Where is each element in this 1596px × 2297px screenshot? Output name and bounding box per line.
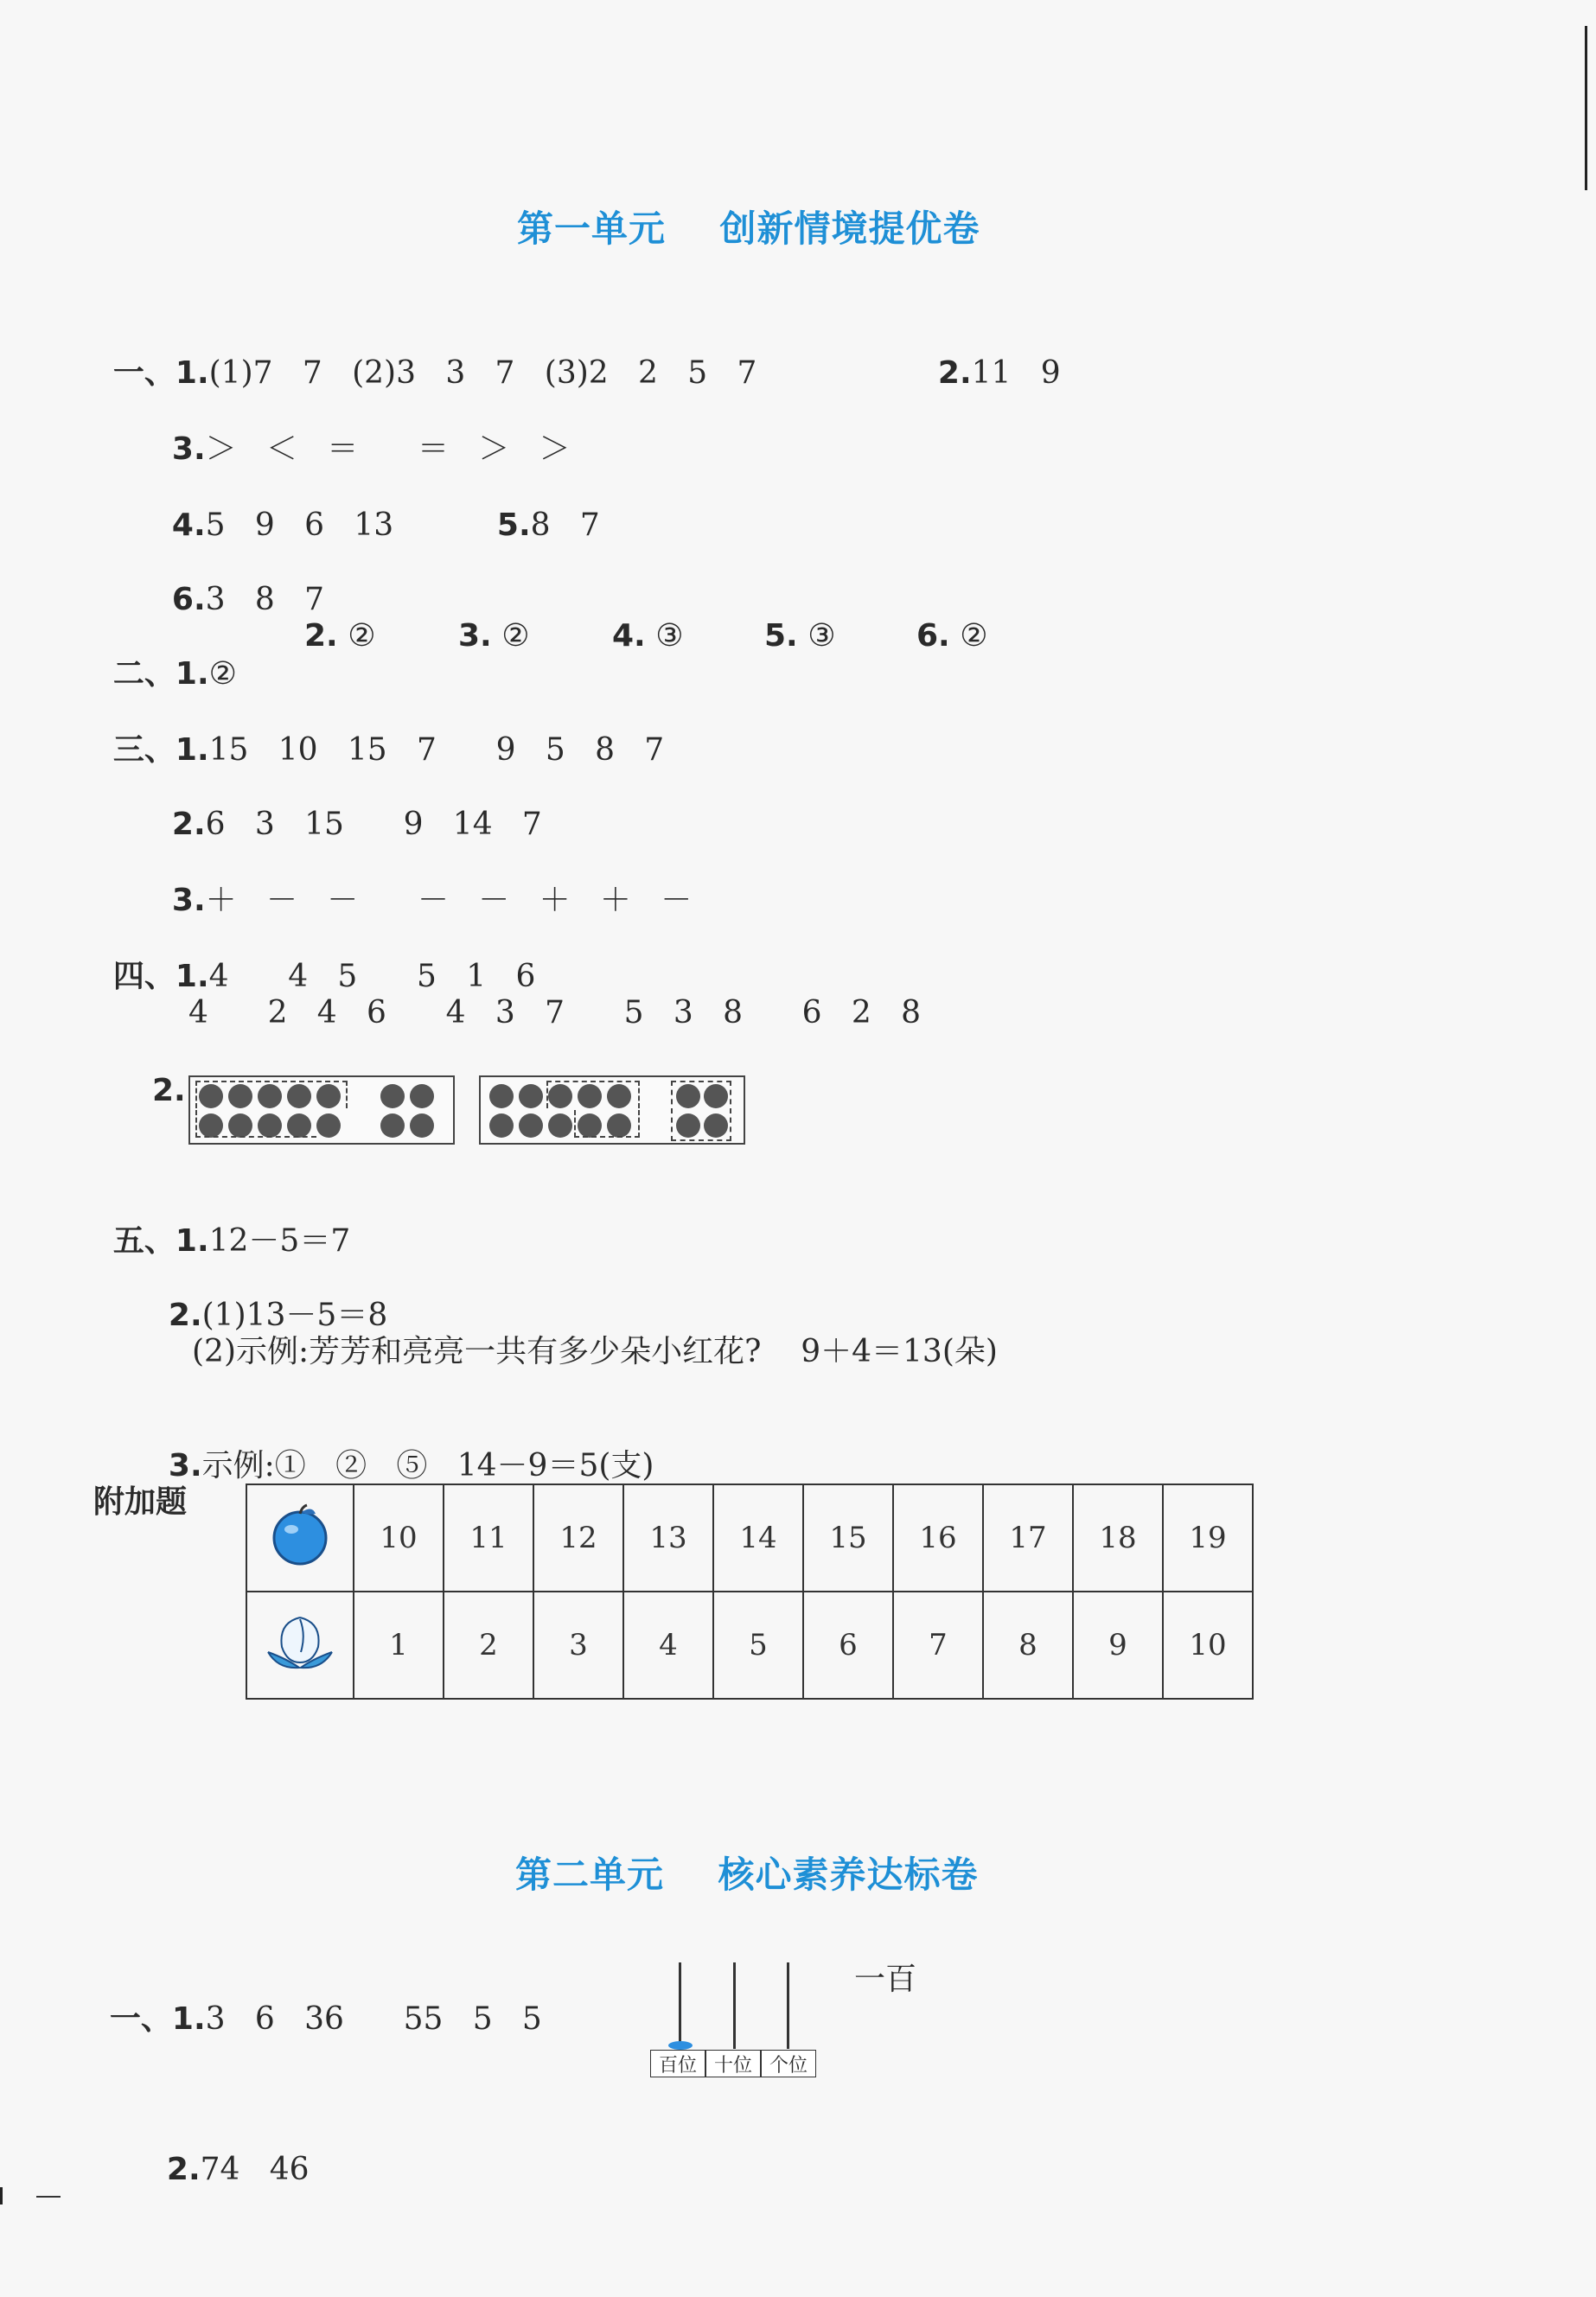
section-5-line-1 <box>93 1184 350 1260</box>
section-label: 三、1. <box>112 732 209 768</box>
item-number: 5. <box>764 618 798 654</box>
dot <box>380 1113 405 1138</box>
answer-text: 11 9 <box>971 355 1061 391</box>
item-number: 2. <box>168 1298 202 1333</box>
answer-text: 4 4 5 5 1 6 <box>208 959 536 994</box>
item-number: 2. <box>937 355 972 391</box>
section-5-line-3 <box>149 1409 654 1485</box>
answer-text: 3 6 36 55 5 5 <box>205 2001 542 2037</box>
section-2-item-3 <box>458 617 529 655</box>
item-number: 3. <box>171 431 206 467</box>
answer-text: 74 46 <box>200 2152 310 2187</box>
answer-text: ② <box>960 618 988 654</box>
item-number: 6. <box>171 582 206 617</box>
section-label: 一、1. <box>112 355 209 391</box>
table-cell: 6 <box>803 1592 893 1699</box>
answer-text: (1)13－5＝8 <box>201 1298 388 1333</box>
section-2-item-5 <box>764 617 835 655</box>
table-cell: 19 <box>1163 1484 1253 1592</box>
extra-question-table <box>246 1483 1254 1700</box>
section-2-line <box>93 617 237 693</box>
page-foot-dash <box>36 2196 61 2198</box>
dashed-group <box>195 1081 348 1108</box>
dot <box>410 1084 434 1108</box>
page-edge-mark <box>1585 26 1587 190</box>
answer-text: ③ <box>808 618 836 654</box>
item-2-line <box>918 316 1061 392</box>
page-foot-mark <box>0 2187 3 2204</box>
section-label: 五、1. <box>112 1223 209 1259</box>
answer-text: ② <box>208 656 237 692</box>
item-number: 3. <box>458 618 492 654</box>
table-cell: 15 <box>803 1484 893 1592</box>
table-cell: 1 <box>354 1592 444 1699</box>
unit1-title: 第一单元 创新情境提优卷 <box>517 207 980 250</box>
item-4-line <box>152 469 393 545</box>
table-cell: 10 <box>1163 1592 1253 1699</box>
table-cell: 4 <box>623 1592 713 1699</box>
section-1-line-1 <box>93 316 757 392</box>
answer-text: 15 10 15 7 9 5 8 7 <box>208 732 665 768</box>
dashed-group <box>671 1081 731 1141</box>
table-cell: 13 <box>623 1484 713 1592</box>
dot-box-1 <box>188 1075 455 1145</box>
table-cell: 2 <box>444 1592 533 1699</box>
answer-text: 12－5＝7 <box>208 1223 351 1259</box>
abacus-label-tens: 十位 <box>705 2050 761 2077</box>
answer-text: 5 9 6 13 <box>205 507 394 543</box>
section-3-line-2 <box>152 768 542 844</box>
answer-text: ② <box>501 618 530 654</box>
answer-text: 示例:① ② ⑤ 14－9＝5(支) <box>201 1448 654 1483</box>
table-cell: 14 <box>713 1484 803 1592</box>
table-cell: 8 <box>983 1592 1073 1699</box>
table-row <box>246 1592 1253 1699</box>
section-4-item-2 <box>152 1072 186 1110</box>
dashed-group <box>195 1110 316 1138</box>
dot <box>519 1084 543 1108</box>
peach-icon <box>261 1609 339 1675</box>
table-cell: 9 <box>1073 1592 1163 1699</box>
section-2-item-2 <box>304 617 375 655</box>
item-number: 2. <box>166 2152 201 2187</box>
answer-text: ② <box>348 618 376 654</box>
answer-text: ③ <box>655 618 684 654</box>
table-cell: 12 <box>533 1484 623 1592</box>
answer-text: 3 8 7 <box>205 582 324 617</box>
section-4-line-2: 4 2 4 6 4 3 7 5 3 8 6 2 8 <box>188 995 922 1030</box>
dot <box>489 1113 514 1138</box>
table-cell: 7 <box>893 1592 983 1699</box>
peach-icon-cell <box>246 1592 354 1699</box>
item-number: 2. <box>171 807 206 842</box>
dot <box>380 1084 405 1108</box>
section-label: 一、1. <box>109 2001 206 2037</box>
section-3-line-1 <box>93 693 664 769</box>
item-number: 6. <box>916 618 950 654</box>
table-cell: 5 <box>713 1592 803 1699</box>
unit2-answer-hundred: 一百 <box>854 1962 917 1997</box>
dot <box>410 1113 434 1138</box>
section-3-line-3 <box>152 844 692 920</box>
section-2-item-6 <box>916 617 987 655</box>
abacus-label-hundreds: 百位 <box>650 2050 705 2077</box>
section-label: 二、1. <box>112 656 209 692</box>
abacus-label-ones: 个位 <box>761 2050 816 2077</box>
table-cell: 16 <box>893 1484 983 1592</box>
item-number: 2. <box>304 618 338 654</box>
answer-text: 8 7 <box>530 507 600 543</box>
item-6-line <box>152 543 324 619</box>
answer-text: ＋ － － － － ＋ ＋ － <box>205 883 693 918</box>
abacus-rod-tens <box>733 1962 736 2049</box>
extra-question-label: 附加题 <box>93 1484 188 1520</box>
table-cell: 18 <box>1073 1484 1163 1592</box>
dot <box>519 1113 543 1138</box>
answer-text: ＞ ＜ ＝ ＝ ＞ ＞ <box>205 431 571 467</box>
abacus-rod-hundreds <box>679 1962 681 2049</box>
section-5-line-2b: (2)示例:芳芳和亮亮一共有多少朵小红花? 9＋4＝13(朵) <box>192 1334 998 1369</box>
answer-text: 6 3 15 9 14 7 <box>205 807 542 842</box>
item-3-line <box>152 392 571 469</box>
answer-text: (1)7 7 (2)3 3 7 (3)2 2 5 7 <box>208 355 757 391</box>
table-cell: 3 <box>533 1592 623 1699</box>
dot <box>316 1113 341 1138</box>
section-label: 四、1. <box>112 959 209 994</box>
item-number: 3. <box>171 883 206 918</box>
table-cell: 17 <box>983 1484 1073 1592</box>
dashed-group <box>574 1110 640 1138</box>
dot <box>548 1113 572 1138</box>
item-5-line <box>477 469 600 545</box>
table-cell: 11 <box>444 1484 533 1592</box>
dot-box-2 <box>479 1075 745 1145</box>
unit2-title: 第二单元 核心素养达标卷 <box>515 1854 979 1896</box>
abacus-rod-ones <box>787 1962 789 2049</box>
dot <box>489 1084 514 1108</box>
section-2-item-4 <box>612 617 683 655</box>
table-cell: 10 <box>354 1484 444 1592</box>
section-4-line-1 <box>93 920 535 996</box>
item-number: 2. <box>152 1073 186 1108</box>
table-row <box>246 1484 1253 1592</box>
unit2-section-1-line <box>90 1962 542 2039</box>
unit2-item-2-line <box>147 2113 310 2189</box>
item-number: 4. <box>171 507 206 543</box>
dashed-group <box>546 1081 640 1108</box>
item-number: 3. <box>168 1448 202 1483</box>
item-number: 5. <box>496 507 531 543</box>
apple-icon-cell <box>246 1484 354 1592</box>
abacus-bead <box>668 2041 693 2050</box>
item-number: 4. <box>612 618 646 654</box>
section-5-line-2 <box>149 1259 387 1335</box>
apple-icon <box>267 1502 333 1567</box>
